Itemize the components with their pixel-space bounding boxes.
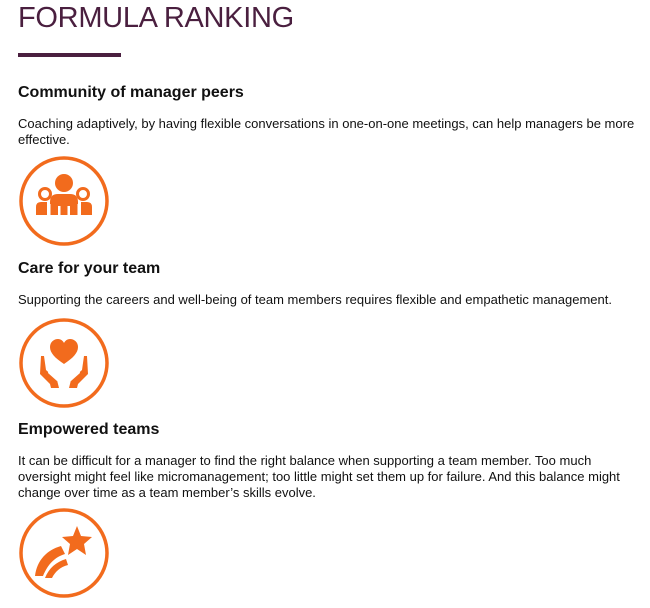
page-title: FORMULA RANKING <box>18 2 294 34</box>
section-description-care: Supporting the careers and well-being of team members requires flexible and empathetic management. <box>18 292 612 307</box>
shooting-star-icon <box>19 508 109 598</box>
section-heading-community: Community of manager peers <box>18 84 244 101</box>
section-description-empowered: It can be difficult for a manager to find the right balance when supporting a team member. Too much oversight might feel like micromanagement; too little might set them up for failure. And this balance might change over time as a team member’s skills evolve. <box>18 453 620 500</box>
section-heading-care: Care for your team <box>18 260 161 277</box>
hands-heart-icon <box>19 318 109 408</box>
section-description-community: Coaching adaptively, by having flexible conversations in one-on-one meetings, can help managers be more effective. <box>18 116 635 147</box>
people-group-icon <box>19 156 109 246</box>
section-heading-empowered: Empowered teams <box>18 421 160 438</box>
title-underline <box>18 53 121 57</box>
